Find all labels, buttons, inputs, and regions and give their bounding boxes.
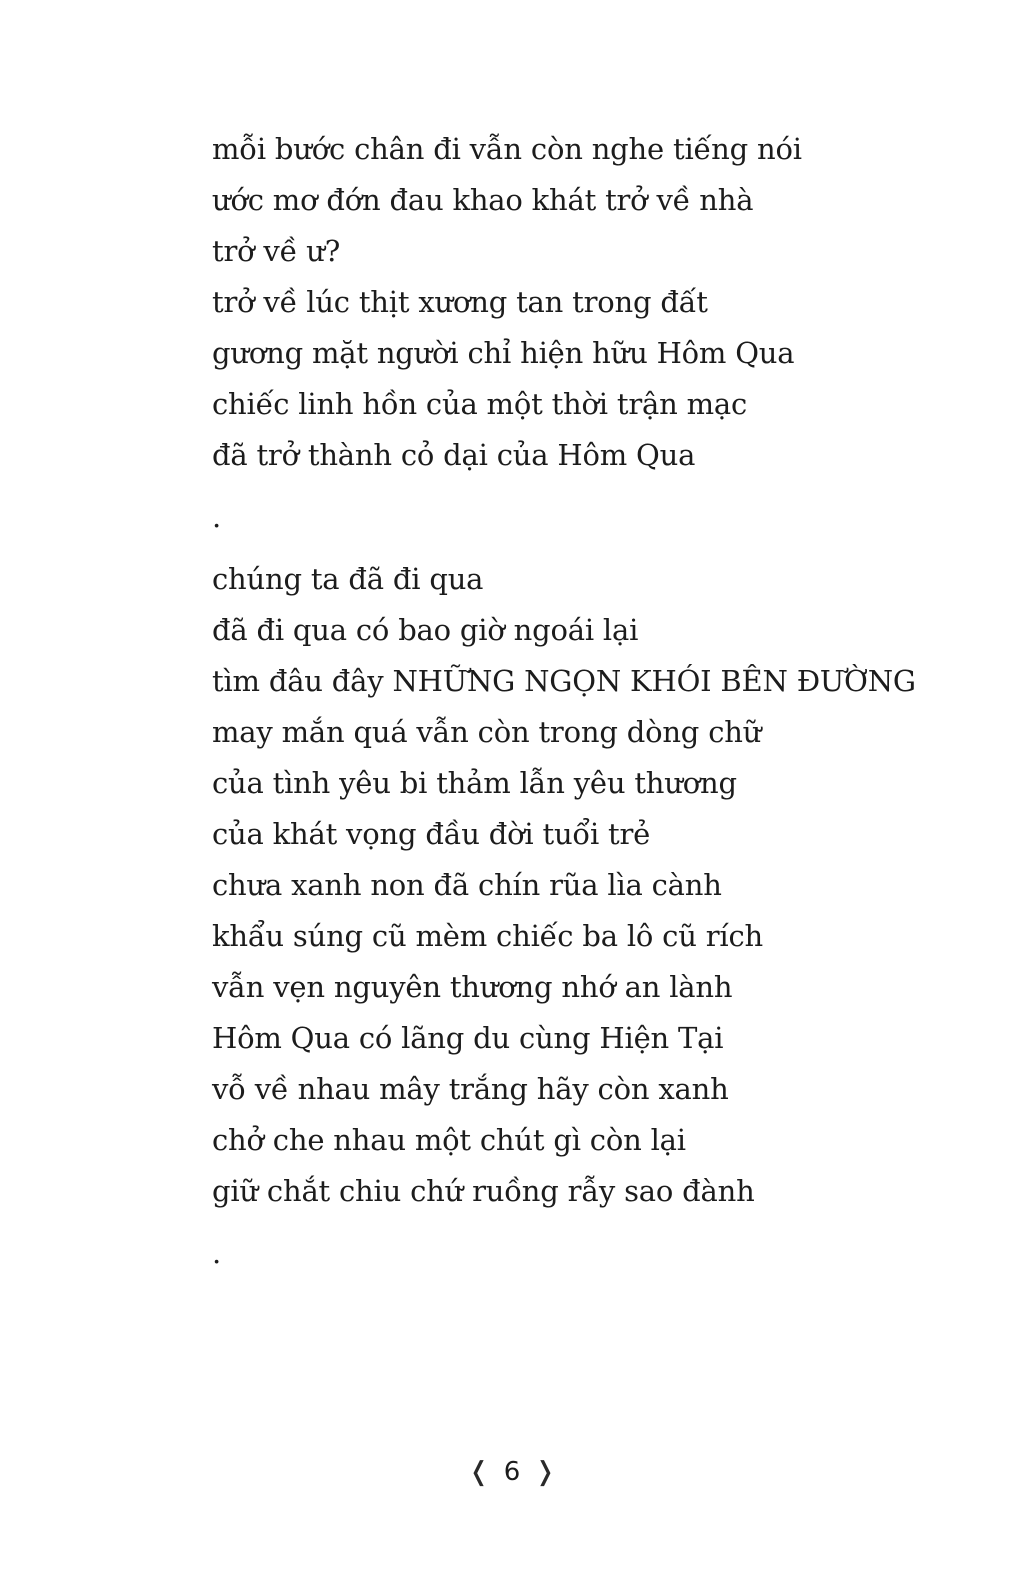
- poem-line: ước mơ đớn đau khao khát trở về nhà: [212, 183, 754, 217]
- poem-line: Hôm Qua có lãng du cùng Hiện Tại: [212, 1021, 724, 1055]
- stanza-2: [212, 554, 992, 1217]
- poem-line: đã trở thành cỏ dại của Hôm Qua: [212, 438, 696, 472]
- poem-line: chúng ta đã đi qua: [212, 562, 484, 596]
- poem-line: vẫn vẹn nguyên thương nhớ an lành: [212, 970, 733, 1004]
- stanza-separator: .: [212, 500, 222, 534]
- page-number: 6: [503, 1457, 521, 1487]
- poem-line: mỗi bước chân đi vẫn còn nghe tiếng nói: [212, 132, 802, 166]
- poem-line: giữ chắt chiu chứ ruồng rẫy sao đành: [212, 1174, 755, 1208]
- stanza-separator: .: [212, 1236, 222, 1270]
- poem-line: trở về lúc thịt xương tan trong đất: [212, 285, 708, 319]
- stanza-1: [212, 124, 992, 481]
- poem-line: gương mặt người chỉ hiện hữu Hôm Qua: [212, 336, 795, 370]
- poem-line: của khát vọng đầu đời tuổi trẻ: [212, 817, 651, 851]
- poem-line: chiếc linh hồn của một thời trận mạc: [212, 387, 748, 421]
- poem-line: may mắn quá vẫn còn trong dòng chữ: [212, 715, 762, 749]
- poem-line: vỗ về nhau mây trắng hãy còn xanh: [212, 1072, 729, 1106]
- page-footer: [0, 1452, 1024, 1492]
- poem-body: [212, 124, 992, 1279]
- right-bracket-icon: ❭: [534, 1457, 557, 1487]
- left-bracket-icon: ❬: [467, 1457, 490, 1487]
- poem-line: trở về ư?: [212, 234, 341, 268]
- poem-line: chở che nhau một chút gì còn lại: [212, 1123, 686, 1157]
- poem-line: của tình yêu bi thảm lẫn yêu thương: [212, 766, 737, 800]
- poem-line: tìm đâu đây NHỮNG NGỌN KHÓI BÊN ĐƯỜNG: [212, 664, 916, 698]
- poem-line: đã đi qua có bao giờ ngoái lại: [212, 613, 639, 647]
- poem-line: khẩu súng cũ mèm chiếc ba lô cũ rích: [212, 919, 763, 953]
- poem-line: chưa xanh non đã chín rũa lìa cành: [212, 868, 722, 902]
